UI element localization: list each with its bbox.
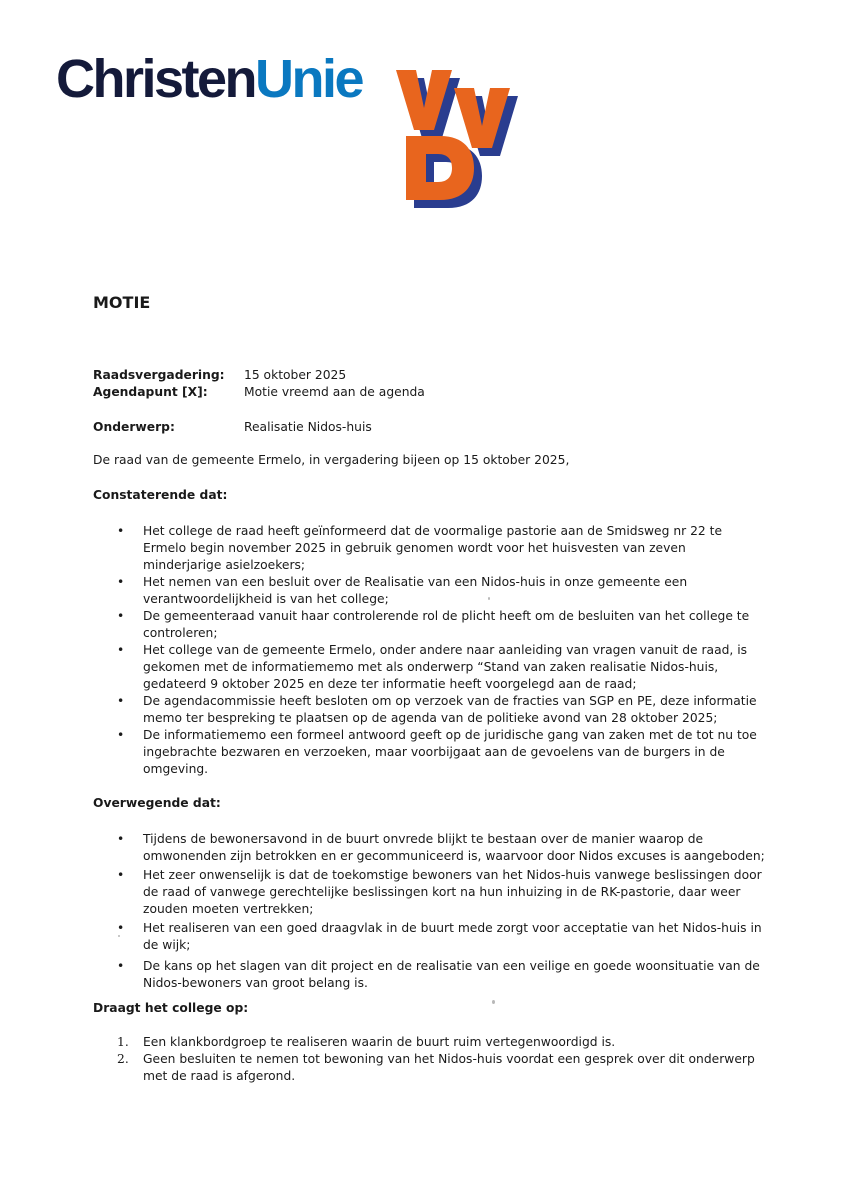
list-item: • Het college de raad heeft geïnformeerd dat de voormalige pastorie aan de Smidsweg nr 22 te Ermelo begin november 2025 in gebruik genomen wordt voor het huisvesten van zeven minderjarige asielzoekers;: [143, 523, 768, 574]
draagt-heading: Draagt het college op:: [93, 1001, 249, 1015]
overwegende-list: [143, 831, 768, 992]
intro-paragraph: De raad van de gemeente Ermelo, in vergadering bijeen op 15 oktober 2025,: [93, 453, 570, 467]
list-item: • Het nemen van een besluit over de Realisatie van een Nidos-huis in onze gemeente een verantwoordelijkheid is van het college;: [143, 574, 768, 608]
draagt-list: [117, 1034, 768, 1085]
meta-agendapunt-label: Agendapunt [X]:: [93, 385, 208, 399]
meta-vergadering-value: 15 oktober 2025: [244, 368, 347, 382]
list-item: • De informatiememo een formeel antwoord geeft op de juridische gang van zaken met de tot nu toe ingebrachte bezwaren en verzoeken, maar voorbijgaat aan de gevoelens van de burgers in de omgeving.: [143, 727, 768, 778]
vvd-logo: [394, 68, 518, 208]
list-item: • Het zeer onwenselijk is dat de toekomstige bewoners van het Nidos-huis vanwege beslissingen door de raad of vanwege gerechtelijke beslissingen kort na hun inhuizing in de RK-pastorie, daar weer zouden moeten vertrekken;: [143, 867, 768, 918]
list-item: • De kans op het slagen van dit project en de realisatie van een veilige en goede woonsituatie van de Nidos-bewoners van groot belang is.: [143, 958, 768, 992]
christenunie-logo-christen: Christen: [56, 49, 256, 109]
constaterende-list: [143, 523, 768, 778]
christenunie-logo: [56, 49, 363, 109]
list-item: • De agendacommissie heeft besloten om op verzoek van de fracties van SGP en PE, deze informatie memo ter bespreking te plaatsen op de agenda van de politieke avond van 28 oktober 2025;: [143, 693, 768, 727]
scan-speck: [492, 1000, 495, 1004]
meta-onderwerp: [93, 419, 372, 436]
scan-speck: [488, 597, 490, 600]
meta-vergadering: [93, 367, 346, 384]
christenunie-logo-unie: Unie: [255, 49, 363, 109]
list-item: • Tijdens de bewonersavond in de buurt onvrede blijkt te bestaan over de manier waarop de omwonenden zijn betrokken en er gecommuniceerd is, waarvoor door Nidos excuses is aangeboden;: [143, 831, 768, 865]
list-item-text: Geen besluiten te nemen tot bewoning van het Nidos-huis voordat een gesprek over dit onderwerp met de raad is afgerond.: [143, 1052, 755, 1083]
list-item: [117, 1034, 768, 1051]
list-item: [117, 1051, 768, 1085]
list-item: • De gemeenteraad vanuit haar controlerende rol de plicht heeft om de besluiten van het college te controleren;: [143, 608, 768, 642]
meta-vergadering-label: Raadsvergadering:: [93, 368, 225, 382]
scan-speck: [118, 935, 120, 937]
list-item-number: 2.: [117, 1052, 129, 1066]
list-item-number: 1.: [117, 1035, 129, 1049]
overwegende-heading: Overwegende dat:: [93, 796, 221, 810]
meta-onderwerp-label: Onderwerp:: [93, 420, 175, 434]
meta-agendapunt-value: Motie vreemd aan de agenda: [244, 385, 425, 399]
list-item: • Het college van de gemeente Ermelo, onder andere naar aanleiding van vragen vanuit de raad, is gekomen met de informatiememo met als onderwerp “Stand van zaken realisatie Nidos-huis, gedateerd 9 oktober 2025 en deze ter informatie heeft voorgelegd aan de raad;: [143, 642, 768, 693]
document-title: MOTIE: [93, 293, 151, 312]
meta-onderwerp-value: Realisatie Nidos-huis: [244, 420, 372, 434]
list-item-text: Een klankbordgroep te realiseren waarin de buurt ruim vertegenwoordigd is.: [143, 1035, 616, 1049]
meta-agendapunt: [93, 384, 425, 401]
constaterende-heading: Constaterende dat:: [93, 488, 228, 502]
list-item: • Het realiseren van een goed draagvlak in de buurt mede zorgt voor acceptatie van het Nidos-huis in de wijk;: [143, 920, 768, 954]
